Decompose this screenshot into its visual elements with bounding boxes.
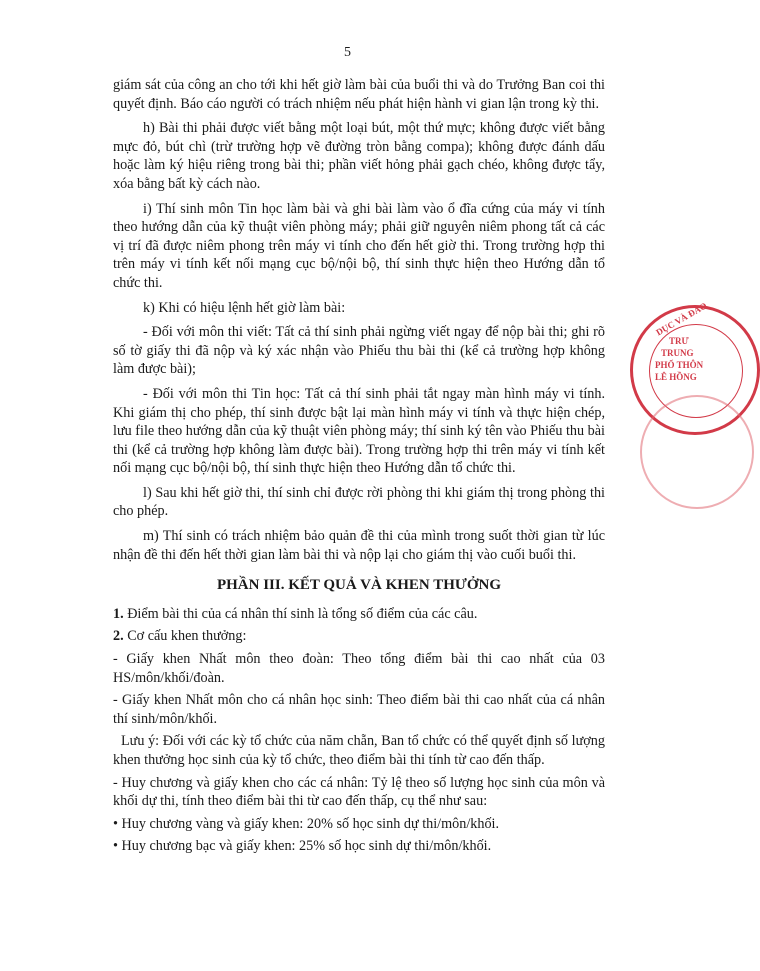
paragraph: l) Sau khi hết giờ thi, thí sinh chỉ được rời phòng thi khi giám thị trong phòng thi cho phép. xyxy=(113,484,605,520)
seal-text: DỤC VÀ ĐÀO xyxy=(654,300,709,338)
paragraph: - Đối với môn thi viết: Tất cả thí sinh phải ngừng viết ngay để nộp bài thi; ghi rõ số tờ giấy thi đã nộp và ký xác nhận vào Phiếu thu bài thi (kể cả trường hợp không làm được bài); xyxy=(113,324,605,378)
seal-text: PHỔ THÔN xyxy=(655,360,704,370)
paragraph: h) Bài thi phải được viết bằng một loại bút, một thứ mực; không được viết bằng mực đỏ, bút chì (trừ trường hợp vẽ đường tròn bằng compa); không được đánh dấu hoặc làm ký hiệu riêng trong bài thi; phần viết hỏng phải gạch chéo, không được tẩy, xóa bằng bất kỳ cách nào. xyxy=(113,120,605,192)
paragraph: m) Thí sinh có trách nhiệm bảo quản đề thi của mình trong suốt thời gian từ lúc nhận đề thi đến hết thời gian làm bài thi và nộp lại cho giám thị vào cuối buổi thi. xyxy=(113,528,605,563)
paragraph: - Huy chương và giấy khen cho các cá nhân: Tỷ lệ theo số lượng học sinh của môn và khối dự thi, tính theo điểm bài thi từ cao đến thấp, cụ thể như sau: xyxy=(113,774,605,810)
numbered-item xyxy=(113,627,605,646)
paragraph: - Giấy khen Nhất môn cho cá nhân học sinh: Theo điểm bài thi cao nhất của cá nhân thí sinh/môn/khối. xyxy=(113,692,605,727)
seal-text: TRƯ xyxy=(669,336,689,346)
item-text: Cơ cấu khen thưởng: xyxy=(123,628,247,645)
item-number: 2. xyxy=(113,628,124,645)
paragraph: k) Khi có hiệu lệnh hết giờ làm bài: xyxy=(143,299,346,316)
numbered-item xyxy=(113,605,605,624)
document-body xyxy=(113,76,605,860)
section-heading: PHẦN III. KẾT QUẢ VÀ KHEN THƯỞNG xyxy=(216,577,502,594)
bullet-item: • Huy chương bạc và giấy khen: 25% số học sinh dự thi/môn/khối. xyxy=(113,838,492,855)
note-paragraph: Lưu ý: Đối với các kỳ tổ chức của năm chẵn, Ban tổ chức có thể quyết định số lượng khen thưởng học sinh của kỳ tổ chức, theo điểm bài thi tính từ cao đến thấp. xyxy=(113,733,605,768)
page-number: 5 xyxy=(344,45,351,60)
paragraph: - Giấy khen Nhất môn theo đoàn: Theo tổng điểm bài thi cao nhất của 03 HS/môn/khối/đoàn. xyxy=(113,651,605,686)
seal-text: LÊ HỒNG xyxy=(655,372,697,382)
bullet-item: • Huy chương vàng và giấy khen: 20% số học sinh dự thi/môn/khối. xyxy=(113,815,500,832)
paragraph: i) Thí sinh môn Tin học làm bài và ghi bài làm vào ổ đĩa cứng của máy vi tính theo hướng dẫn của kỹ thuật viên phòng máy; phải giữ nguyên niêm phong tất cả các vị trí đã được niêm phong trên máy vi tính cho đến hết giờ thi. Trong trường hợp thi trên máy vi tính kết nối mạng cục bộ/nội bộ, thí sinh thực hiện theo Hướng dẫn tổ chức thi. xyxy=(113,200,605,291)
faded-seal-stamp xyxy=(640,395,754,509)
seal-text: TRUNG xyxy=(661,348,694,358)
paragraph: giám sát của công an cho tới khi hết giờ làm bài của buổi thi và do Trưởng Ban coi thi quyết định. Báo cáo người có trách nhiệm nếu phát hiện hành vi gian lận trong kỳ thi. xyxy=(113,77,605,112)
paragraph: - Đối với môn thi Tin học: Tất cả thí sinh phải tắt ngay màn hình máy vi tính. Khi giám thị cho phép, thí sinh được bật lại màn hình máy vi tính và thực hiện chép, lưu file theo hướng dẫn của kỹ thuật viên phòng máy; thí sinh ký tên vào Phiếu thu bài thi (kể cả trường hợp không làm được bài). Trong trường hợp thi trên máy vi tính kết nối mạng cục bộ/nội bộ, thí sinh thực hiện theo Hướng dẫn tổ chức thi. xyxy=(113,385,605,477)
item-number: 1. xyxy=(113,605,124,622)
item-text: Điểm bài thi của cá nhân thí sinh là tổng số điểm của các câu. xyxy=(123,605,478,622)
